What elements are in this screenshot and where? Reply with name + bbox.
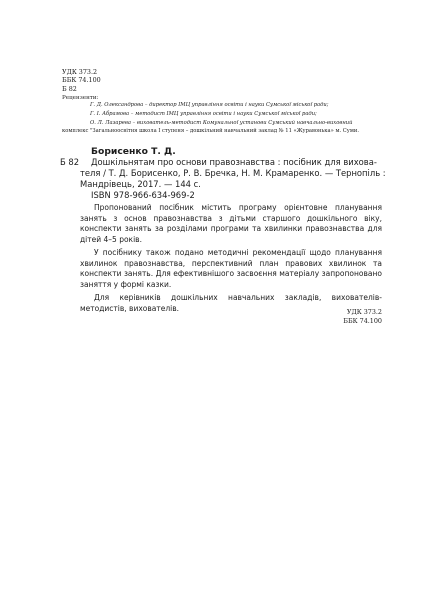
udk-code: УДК 373.2: [62, 68, 98, 76]
abstract-paragraph-1: Пропонований посібник містить програму орієнтовне планування занять з основ правознавства з дітьми старшого дошкільного віку, конспекти занять за розділами програми та хвилинки правознавства для дітей 4–5 років.: [80, 203, 382, 244]
entry-title-line-3: Мандрівець, 2017. — 144 с.: [80, 179, 201, 189]
reviewer-3-cont: комплекс "Загальноосвітня школа І ступеня – дошкільний навчальний заклад № 11 «Журавонька» м. Суми.: [62, 128, 359, 134]
reviewer-2: Г. І. Абрамова – методист ІМЦ управління освіти і науки Сумської міської ради;: [90, 111, 317, 117]
reviewer-3: О. Л. Лазарева – вихователь-методист Комунальної установи Сумський навчально-виховний: [90, 120, 353, 126]
entry-author: Борисенко Т. Д.: [91, 146, 176, 157]
footer-udk-code: УДК 373.2: [346, 308, 382, 316]
bbk-code: ББК 74.100: [62, 76, 101, 84]
entry-isbn: ISBN 978-966-634-969-2: [91, 190, 195, 200]
call-number: Б 82: [62, 85, 77, 93]
reviewer-1: Г. Д. Олександрова – директор ІМЦ управління освіти і науки Сумської міської ради;: [90, 102, 329, 108]
reviewers-heading: Рецензенти:: [62, 95, 99, 101]
entry-title-line-2: теля / Т. Д. Борисенко, Р. В. Бречка, Н. М. Крамаренко. — Тернопіль :: [80, 168, 386, 178]
abstract: [80, 203, 382, 314]
entry-title-line-1: Дошкільнятам про основи правознавства : посібник для вихова-: [91, 157, 377, 167]
entry-call-number: Б 82: [60, 157, 80, 167]
abstract-paragraph-3: Для керівників дошкільних навчальних закладів, вихователів-методистів, вихователів.: [80, 293, 382, 313]
abstract-paragraph-2: У посібнику також подано методичні рекомендації щодо планування хвилинок правознавства, перспективний план правових хвилинок та конспекти занять. Для ефективнішого засвоєння матеріалу запропоновано заняття у формі казки.: [80, 248, 382, 289]
footer-bbk-code: ББК 74.100: [343, 317, 382, 325]
